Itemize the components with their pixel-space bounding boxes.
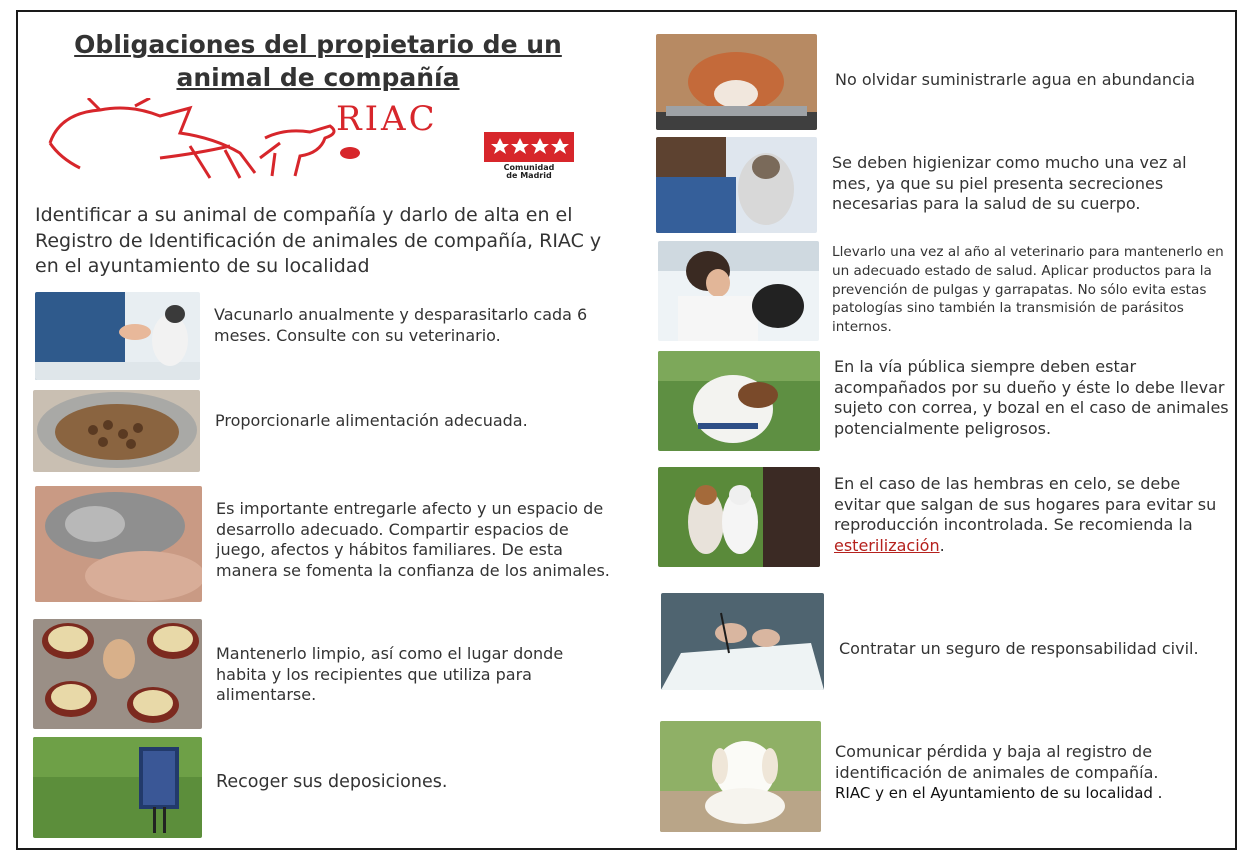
food-bowl-photo [33,390,200,472]
vet-cat-photo [35,292,200,380]
dog-drinking-photo [656,34,817,130]
right-item-text [835,742,1230,804]
right-item-text: No olvidar suministrarle agua en abundancia [835,70,1196,89]
right-item-text-main: Comunicar pérdida y baja al registro de identificación de animales de compañía. [835,742,1159,782]
right-item-text-after: . [939,535,945,555]
right-item-text-before: En el caso de las hembras en celo, se debe evitar que salgan de sus hogares para evitar su reproducción incontrolada. Se recomienda la [834,474,1217,535]
page-title: Obligaciones del propietario de un animal de compañía [74,30,562,92]
left-item-text: Recoger sus deposiciones. [216,772,448,792]
right-item-text-extra: RIAC y en el Ayuntamiento de su localidad . [835,784,1163,803]
right-item-text: Llevarlo una vez al año al veterinario para mantenerlo en un adecuado estado de salud. Aplicar productos para la prevención de pulgas y garrapatas. No sólo evita estas patologías sino también la transmisión de parásitos internos. [832,244,1224,336]
left-item-text: Proporcionarle alimentación adecuada. [215,411,528,430]
left-item-text: Es importante entregarle afecto y un espacio de desarrollo adecuado. Compartir espacios de juego, afectos y hábitos familiares. De esta manera se fomenta la confianza de los animales. [216,499,610,580]
sterilization-link[interactable]: esterilización [834,535,940,555]
puppy-photo [660,721,821,832]
bin-grass-photo [33,737,202,838]
right-item-text: Contratar un seguro de responsabilidad civil. [839,639,1199,658]
cat-paw-photo [35,486,202,602]
left-item-text: Mantenerlo limpio, así como el lugar donde habita y los recipientes que utiliza para alimentarse. [216,644,564,705]
vet-exam-photo [658,241,819,341]
left-item-text: Vacunarlo anualmente y desparasitarlo cada 6 meses. Consulte con su veterinario. [214,305,588,345]
intro-text: Identificar a su animal de compañía y darlo de alta en el Registro de Identificación de animales de compañía, RIAC y en el ayuntamiento de su localidad [35,204,602,277]
riac-logo [40,98,580,180]
bowls-photo [33,619,202,729]
two-cats-photo [658,467,820,567]
right-item-text: Se deben higienizar como mucho una vez al mes, ya que su piel presenta secreciones necesarias para la salud de su cuerpo. [832,153,1187,214]
riac-logo-text: RIAC [336,99,438,139]
right-item-text: En la vía pública siempre deben estar acompañados por su dueño y éste lo debe llevar sujeto con correa, y bozal en el caso de animales potencialmente peligrosos. [834,357,1229,438]
signing-document-photo [661,593,824,690]
region-line2: de Madrid [506,171,552,180]
grooming-cat-photo [656,137,817,233]
muzzled-dog-photo [658,351,820,451]
region-line1: Comunidad [503,163,555,172]
right-item-text [834,474,1230,556]
